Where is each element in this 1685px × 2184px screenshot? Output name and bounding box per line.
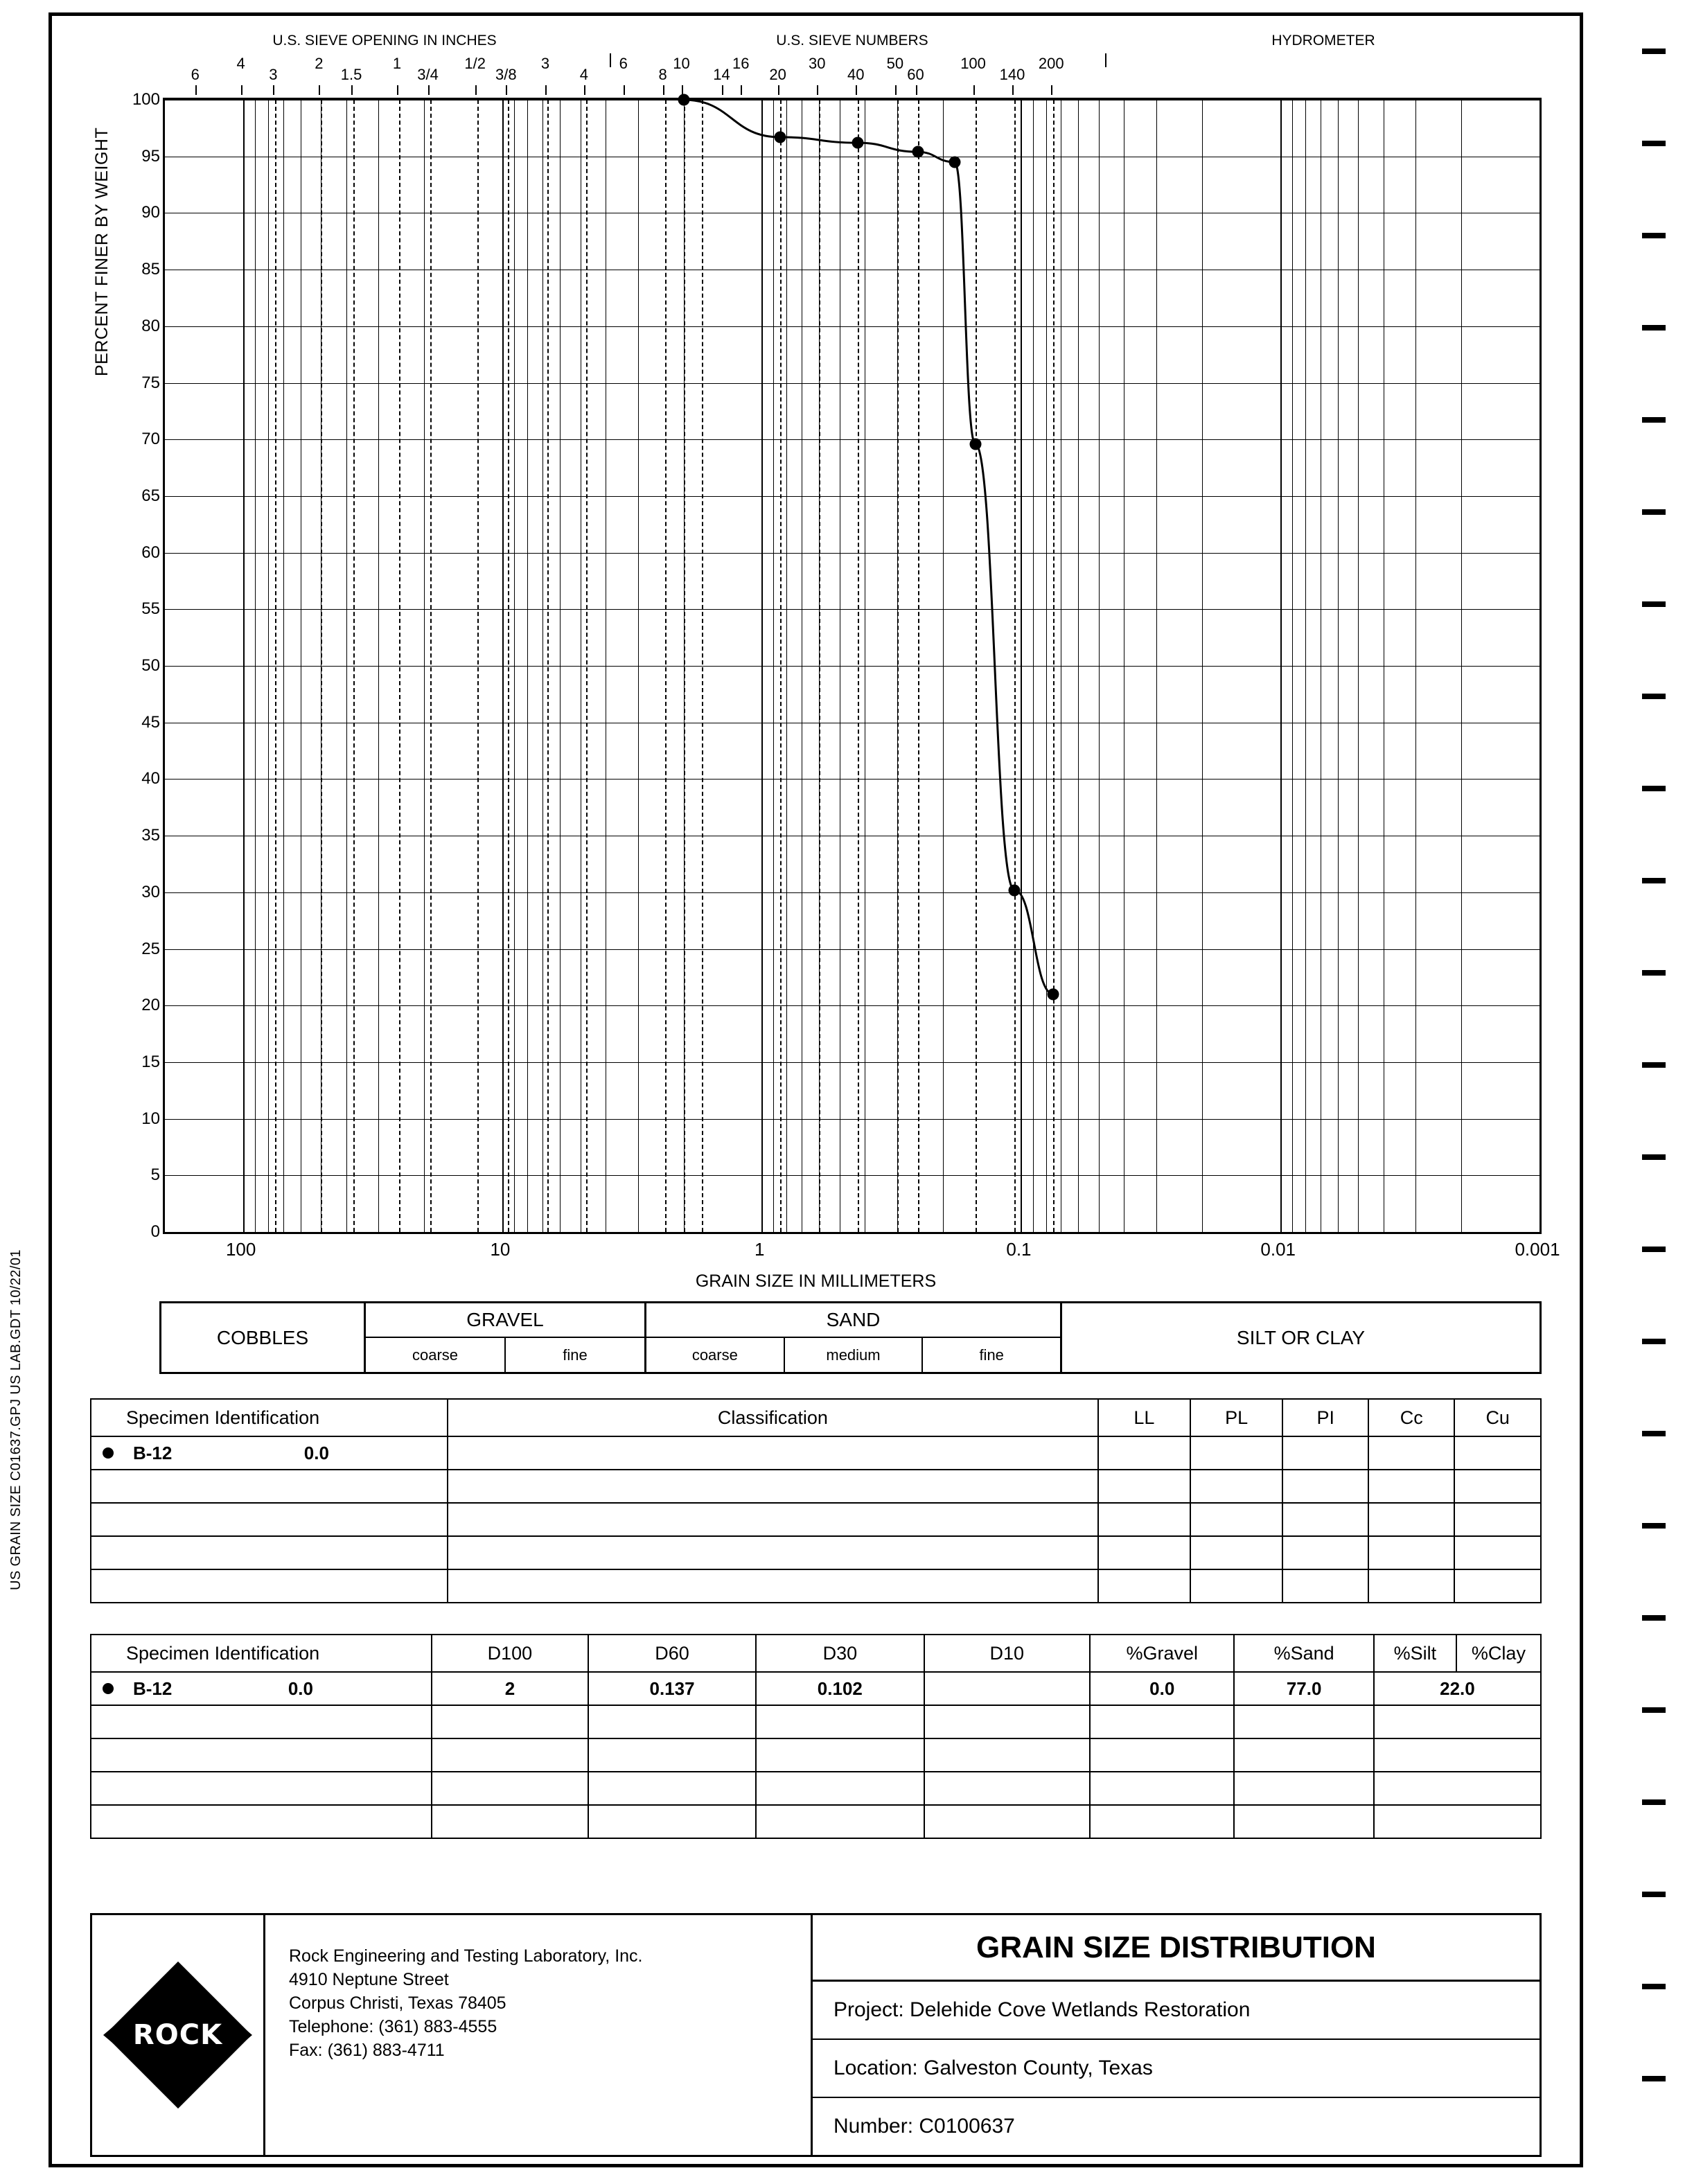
class-gravel: GRAVEL: [366, 1303, 644, 1338]
cell-d100: 2: [432, 1672, 588, 1705]
cell-specimen-id: [91, 1772, 432, 1805]
cell-d30: [756, 1705, 924, 1738]
sieve-label-1: 1: [392, 55, 402, 72]
class-sand: SAND: [646, 1303, 1060, 1338]
sieve-label-14: 14: [713, 66, 730, 83]
y-tick-70: 70: [141, 430, 160, 449]
address-line1: 4910 Neptune Street: [289, 1970, 449, 1989]
sieve-label-3-8: 3/8: [495, 66, 517, 83]
cell-d60: [588, 1705, 756, 1738]
sieve-label-4: 4: [579, 66, 589, 83]
table-header-row: [91, 1399, 1541, 1436]
cell-pl: [1190, 1569, 1282, 1603]
y-tick-75: 75: [141, 373, 160, 392]
cell-specimen-id: [91, 1569, 448, 1603]
sieve-tick: [195, 85, 197, 95]
sieve-label-8: 8: [658, 66, 667, 83]
cell-d100: [432, 1772, 588, 1805]
y-tick-45: 45: [141, 712, 160, 732]
cell-silt-clay: 22.0: [1374, 1672, 1541, 1705]
y-tick-35: 35: [141, 826, 160, 845]
cell-sand: [1234, 1805, 1373, 1838]
cell-specimen-id: [91, 1503, 448, 1536]
sieve-label-6: 6: [619, 55, 628, 72]
cell-specimen-id: [91, 1738, 432, 1772]
cell-ll: [1098, 1536, 1190, 1569]
top-axis-group-labels: [52, 33, 1580, 52]
binding-tick: [1642, 694, 1666, 699]
th-specimen-id: Specimen Identification: [91, 1399, 448, 1436]
sieve-tick: [856, 85, 857, 95]
x-axis-title: GRAIN SIZE IN MILLIMETERS: [695, 1271, 937, 1291]
th2-d10: D10: [924, 1635, 1090, 1672]
table-row[interactable]: [91, 1536, 1541, 1569]
fax: Fax: (361) 883-4711: [289, 2041, 445, 2060]
cell-cc: [1368, 1503, 1454, 1536]
x-tick-0.001: 0.001: [1515, 1239, 1560, 1260]
table-row[interactable]: [91, 1738, 1541, 1772]
sieve-label-30: 30: [808, 55, 826, 72]
cell-gravel: [1090, 1705, 1234, 1738]
cell-gravel: [1090, 1738, 1234, 1772]
cell-d30: [756, 1738, 924, 1772]
binding-tick: [1642, 1431, 1666, 1436]
sieve-label-2: 2: [315, 55, 324, 72]
sieve-label-40: 40: [847, 66, 865, 83]
number-row: Number: C0100637: [833, 2115, 1015, 2138]
cell-ll: [1098, 1503, 1190, 1536]
binding-tick: [1642, 1892, 1666, 1897]
binding-tick: [1642, 49, 1666, 54]
cell-gravel: [1090, 1772, 1234, 1805]
cell-pl: [1190, 1536, 1282, 1569]
cell-silt-clay: [1374, 1705, 1541, 1738]
sieve-tick: [722, 85, 723, 95]
table-header-row: [91, 1635, 1541, 1672]
cell-d60: 0.137: [588, 1672, 756, 1705]
cell-ll: [1098, 1470, 1190, 1503]
data-point-3: [912, 146, 924, 158]
th2-d30: D30: [756, 1635, 924, 1672]
sieve-label-3: 3: [540, 55, 550, 72]
label-hydrometer: HYDROMETER: [1271, 33, 1375, 49]
project-row: Project: Delehide Cove Wetlands Restoration: [813, 1982, 1540, 2040]
cell-specimen-id: B-12 0.0: [91, 1672, 432, 1705]
y-tick-60: 60: [141, 543, 160, 562]
cell-sand: [1234, 1705, 1373, 1738]
binding-tick: [1642, 509, 1666, 515]
x-axis-tick-labels: [163, 1239, 1560, 1262]
sieve-tick: [624, 85, 625, 95]
y-tick-15: 15: [141, 1052, 160, 1071]
sieve-label-60: 60: [907, 66, 924, 83]
cell-d10: [924, 1672, 1090, 1705]
series-marker: [103, 1447, 114, 1459]
cell-pi: [1282, 1503, 1368, 1536]
cell-d10: [924, 1772, 1090, 1805]
x-tick-0.01: 0.01: [1260, 1239, 1296, 1260]
th2-silt: %Silt: [1374, 1635, 1456, 1672]
binding-tick: [1642, 1615, 1666, 1621]
sieve-label-10: 10: [673, 55, 690, 72]
y-tick-40: 40: [141, 769, 160, 789]
sieve-tick: [973, 85, 975, 95]
table-row[interactable]: [91, 1705, 1541, 1738]
binding-tick: [1642, 1154, 1666, 1160]
y-axis-title: PERCENT FINER BY WEIGHT: [92, 127, 112, 376]
cell-pi: [1282, 1470, 1368, 1503]
cell-pl: [1190, 1436, 1282, 1470]
cell-cu: [1454, 1503, 1541, 1536]
title-block: [90, 1913, 1542, 2157]
th-pi: PI: [1282, 1399, 1368, 1436]
top-axis-tick-labels: [163, 55, 1542, 87]
plot-area: [163, 98, 1542, 1234]
class-silt-or-clay: SILT OR CLAY: [1236, 1326, 1366, 1348]
company-name: Rock Engineering and Testing Laboratory, Inc.: [289, 1946, 643, 1966]
sieve-label-4: 4: [236, 55, 245, 72]
cell-classification: [448, 1569, 1098, 1603]
x-tick-100: 100: [225, 1239, 256, 1260]
cell-d30: 0.102: [756, 1672, 924, 1705]
cell-sand: [1234, 1738, 1373, 1772]
cell-cc: [1368, 1470, 1454, 1503]
table-row[interactable]: [91, 1805, 1541, 1838]
y-tick-25: 25: [141, 939, 160, 958]
cell-d10: [924, 1805, 1090, 1838]
class-cobbles: COBBLES: [216, 1326, 309, 1348]
sieve-label-6: 6: [191, 66, 200, 83]
sieve-tick: [682, 85, 683, 95]
table-row[interactable]: [91, 1772, 1541, 1805]
sieve-tick: [895, 85, 897, 95]
cell-cc: [1368, 1436, 1454, 1470]
cell-classification: [448, 1436, 1098, 1470]
cell-classification: [448, 1536, 1098, 1569]
y-tick-65: 65: [141, 486, 160, 505]
binding-tick: [1642, 1984, 1666, 1989]
cell-specimen-id: [91, 1536, 448, 1569]
specimen-gradation-table: [90, 1634, 1542, 1839]
y-tick-50: 50: [141, 656, 160, 675]
binding-tick: [1642, 601, 1666, 607]
cell-d30: [756, 1772, 924, 1805]
binding-tick: [1642, 2076, 1666, 2081]
grain-size-chart: [52, 16, 1580, 1319]
binding-tick: [1642, 1707, 1666, 1713]
sieve-label-100: 100: [960, 55, 986, 72]
th2-specimen-id: Specimen Identification: [91, 1635, 432, 1672]
data-point-4: [949, 156, 960, 168]
x-tick-0.1: 0.1: [1006, 1239, 1032, 1260]
report-title: GRAIN SIZE DISTRIBUTION: [813, 1915, 1540, 1982]
th2-d100: D100: [432, 1635, 588, 1672]
sieve-tick: [397, 85, 398, 95]
binding-tick: [1642, 1247, 1666, 1252]
th-pl: PL: [1190, 1399, 1282, 1436]
th-cu: Cu: [1454, 1399, 1541, 1436]
sieve-label-1-2: 1/2: [464, 55, 486, 72]
label-sieve-opening: U.S. SIEVE OPENING IN INCHES: [272, 33, 497, 49]
cell-sand: 77.0: [1234, 1672, 1373, 1705]
cell-specimen-id: [91, 1705, 432, 1738]
label-sieve-numbers: U.S. SIEVE NUMBERS: [776, 33, 928, 49]
sieve-tick: [916, 85, 917, 95]
sieve-tick: [319, 85, 320, 95]
th2-gravel: %Gravel: [1090, 1635, 1234, 1672]
cell-d60: [588, 1738, 756, 1772]
data-point-1: [774, 131, 786, 143]
file-stamp: US GRAIN SIZE C01637.GPJ US LAB.GDT 10/22/01: [8, 1249, 24, 1590]
logo-text: ROCK: [132, 2019, 223, 2051]
cell-pl: [1190, 1470, 1282, 1503]
binding-tick: [1642, 141, 1666, 146]
cell-cc: [1368, 1569, 1454, 1603]
cell-d10: [924, 1738, 1090, 1772]
binding-tick: [1642, 878, 1666, 883]
sieve-tick: [428, 85, 430, 95]
data-point-2: [852, 137, 864, 149]
cell-cu: [1454, 1569, 1541, 1603]
sieve-tick: [475, 85, 477, 95]
cell-ll: [1098, 1436, 1190, 1470]
sieve-label-200: 200: [1038, 55, 1064, 72]
y-tick-100: 100: [132, 90, 160, 109]
sieve-label-1.5: 1.5: [340, 66, 362, 83]
sieve-tick: [351, 85, 353, 95]
sieve-label-3: 3: [269, 66, 278, 83]
y-tick-85: 85: [141, 260, 160, 279]
th-ll: LL: [1098, 1399, 1190, 1436]
sieve-tick: [663, 85, 664, 95]
data-point-5: [969, 438, 981, 450]
cell-gravel: [1090, 1805, 1234, 1838]
cell-d100: [432, 1705, 588, 1738]
company-logo: [92, 1915, 265, 2155]
cell-specimen-id: B-12 0.0: [91, 1436, 448, 1470]
binding-tick: [1642, 417, 1666, 423]
sieve-label-20: 20: [769, 66, 786, 83]
cell-cu: [1454, 1436, 1541, 1470]
cell-silt-clay: [1374, 1738, 1541, 1772]
sieve-tick: [1012, 85, 1014, 95]
y-tick-0: 0: [150, 1222, 160, 1241]
cell-cu: [1454, 1470, 1541, 1503]
binding-tick: [1642, 786, 1666, 791]
binding-tick: [1642, 325, 1666, 331]
th2-clay: %Clay: [1456, 1635, 1541, 1672]
sieve-tick: [778, 85, 779, 95]
cell-d30: [756, 1805, 924, 1838]
y-tick-5: 5: [150, 1165, 160, 1185]
cell-pi: [1282, 1436, 1368, 1470]
binding-tick: [1642, 970, 1666, 976]
sieve-label-16: 16: [732, 55, 750, 72]
sieve-tick: [584, 85, 585, 95]
cell-classification: [448, 1503, 1098, 1536]
sieve-tick: [506, 85, 507, 95]
binding-tick: [1642, 1523, 1666, 1529]
data-point-7: [1048, 988, 1059, 1000]
x-tick-1: 1: [754, 1239, 765, 1260]
sieve-tick: [273, 85, 274, 95]
class-gravel-fine: fine: [563, 1346, 588, 1364]
y-tick-95: 95: [141, 146, 160, 166]
cell-classification: [448, 1470, 1098, 1503]
soil-classification-bar: [159, 1301, 1542, 1374]
y-tick-80: 80: [141, 316, 160, 335]
data-point-6: [1008, 884, 1020, 896]
cell-pl: [1190, 1503, 1282, 1536]
data-point-0: [678, 94, 689, 106]
sieve-tick: [817, 85, 818, 95]
th-classification: Classification: [448, 1399, 1098, 1436]
cell-d10: [924, 1705, 1090, 1738]
cell-sand: [1234, 1772, 1373, 1805]
cell-specimen-id: [91, 1470, 448, 1503]
y-tick-55: 55: [141, 599, 160, 619]
report-title-block: [813, 1915, 1540, 2155]
cell-ll: [1098, 1569, 1190, 1603]
table-row[interactable]: [91, 1672, 1541, 1705]
class-sand-medium: medium: [785, 1338, 924, 1372]
class-gravel-coarse: coarse: [366, 1338, 506, 1372]
sieve-tick: [741, 85, 742, 95]
sieve-tick: [1051, 85, 1052, 95]
table-row[interactable]: [91, 1503, 1541, 1536]
series-marker: [103, 1683, 114, 1694]
binding-tick: [1642, 233, 1666, 238]
cell-pi: [1282, 1536, 1368, 1569]
cell-pi: [1282, 1569, 1368, 1603]
cell-cc: [1368, 1536, 1454, 1569]
cell-d60: [588, 1772, 756, 1805]
y-axis-tick-labels: [106, 90, 160, 1241]
address-line2: Corpus Christi, Texas 78405: [289, 1993, 506, 2013]
cell-d100: [432, 1805, 588, 1838]
th-cc: Cc: [1368, 1399, 1454, 1436]
binding-tick: [1642, 1799, 1666, 1805]
location-row: Location: Galveston County, Texas: [813, 2040, 1540, 2098]
sieve-label-3-4: 3/4: [417, 66, 439, 83]
cell-specimen-id: [91, 1805, 432, 1838]
specimen-classification-table: [90, 1398, 1542, 1603]
telephone: Telephone: (361) 883-4555: [289, 2017, 497, 2036]
y-tick-90: 90: [141, 203, 160, 222]
y-tick-20: 20: [141, 996, 160, 1015]
cell-gravel: 0.0: [1090, 1672, 1234, 1705]
class-sand-fine: fine: [979, 1346, 1004, 1364]
y-tick-10: 10: [141, 1109, 160, 1128]
sieve-tick: [545, 85, 547, 95]
table-row[interactable]: [91, 1470, 1541, 1503]
sieve-label-140: 140: [999, 66, 1025, 83]
table-row[interactable]: [91, 1436, 1541, 1470]
cell-silt-clay: [1374, 1772, 1541, 1805]
sieve-label-50: 50: [886, 55, 904, 72]
cell-d60: [588, 1805, 756, 1838]
class-sand-coarse: coarse: [646, 1338, 785, 1372]
th2-d60: D60: [588, 1635, 756, 1672]
th2-sand: %Sand: [1234, 1635, 1373, 1672]
cell-d100: [432, 1738, 588, 1772]
drawing-sheet: [48, 12, 1583, 2167]
binding-tick: [1642, 1062, 1666, 1068]
binding-tick: [1642, 1339, 1666, 1344]
binding-ticks: [1638, 49, 1666, 2141]
cell-cu: [1454, 1536, 1541, 1569]
cell-silt-clay: [1374, 1805, 1541, 1838]
x-tick-10: 10: [490, 1239, 511, 1260]
y-tick-30: 30: [141, 882, 160, 901]
table-row[interactable]: [91, 1569, 1541, 1603]
company-address: [265, 1915, 813, 2155]
sieve-tick: [241, 85, 242, 95]
